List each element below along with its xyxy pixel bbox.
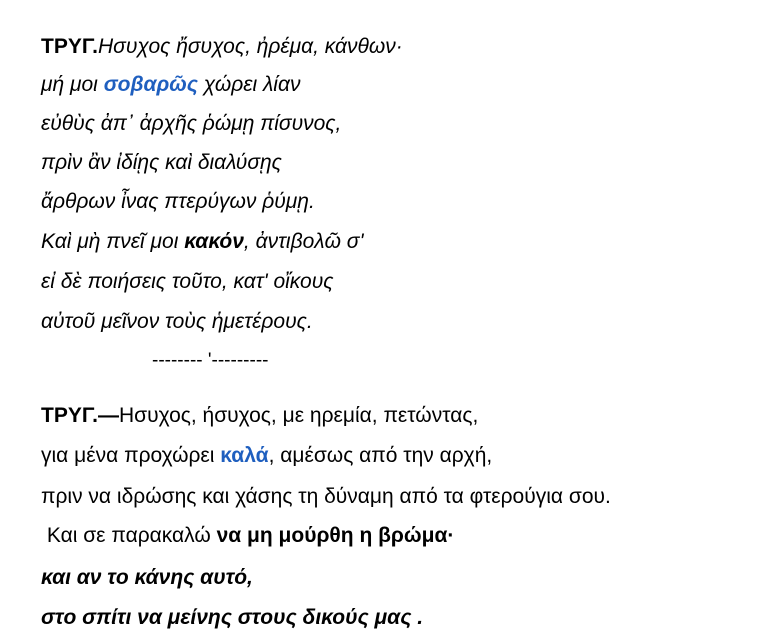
greek-line-1 xyxy=(41,34,403,60)
greek-text: Καὶ μὴ πνεῖ μοι xyxy=(41,230,185,253)
greek-text: μή μοι xyxy=(41,73,104,96)
emphasis-phrase: να μη μούρθη η βρώμα· xyxy=(216,524,455,547)
modern-text: , αμέσως από την αρχή, xyxy=(268,444,493,467)
speaker-label: ΤΡΥΓ.— xyxy=(41,404,119,427)
greek-text: χώρει λίαν xyxy=(197,73,301,96)
emphasis-word: σοβαρῶς xyxy=(103,73,198,96)
greek-text: Ησυχος ἤσυχος, ἠρέμα, κάνθων· xyxy=(98,35,403,58)
modern-line-6: στο σπίτι να μείνης στους δικούς μας . xyxy=(41,606,424,629)
modern-line-1 xyxy=(41,403,478,429)
modern-text: Ησυχος, ήσυχος, με ηρεμία, πετώντας, xyxy=(119,404,479,427)
greek-line-6 xyxy=(41,229,363,255)
modern-text: για μένα προχώρει xyxy=(41,444,221,467)
speaker-label: ΤΡΥΓ. xyxy=(41,35,98,58)
greek-line-5: ἄρθρων ἶνας πτερύγων ῥύμῃ. xyxy=(41,190,315,213)
modern-line-4 xyxy=(41,523,454,549)
modern-line-5: και αν το κάνης αυτό, xyxy=(41,566,253,589)
modern-line-3: πριν να ιδρώσης και χάσης τη δύναμη από τα φτερούγια σου. xyxy=(41,485,611,508)
emphasis-word: καλά xyxy=(220,444,269,467)
modern-line-2 xyxy=(41,443,492,469)
emphasis-word: κακόν xyxy=(184,230,244,253)
greek-line-3: εὐθὺς ἀπ᾽ ἀρχῆς ῥώμῃ πίσυνος, xyxy=(41,112,342,135)
greek-text: , ἀντιβολῶ σ' xyxy=(243,230,364,253)
greek-line-2 xyxy=(41,72,300,98)
greek-line-4: πρὶν ἂν ἰδίῃς καὶ διαλύσῃς xyxy=(41,151,282,174)
greek-line-8: αὐτοῦ μεῖνον τοὺς ἡμετέρους. xyxy=(41,310,313,333)
greek-line-7: εἰ δὲ ποιήσεις τοῦτο, κατ' οἴκους xyxy=(41,270,334,293)
modern-text: Και σε παρακαλώ xyxy=(41,524,217,547)
section-separator: -------- '--------- xyxy=(152,350,269,371)
